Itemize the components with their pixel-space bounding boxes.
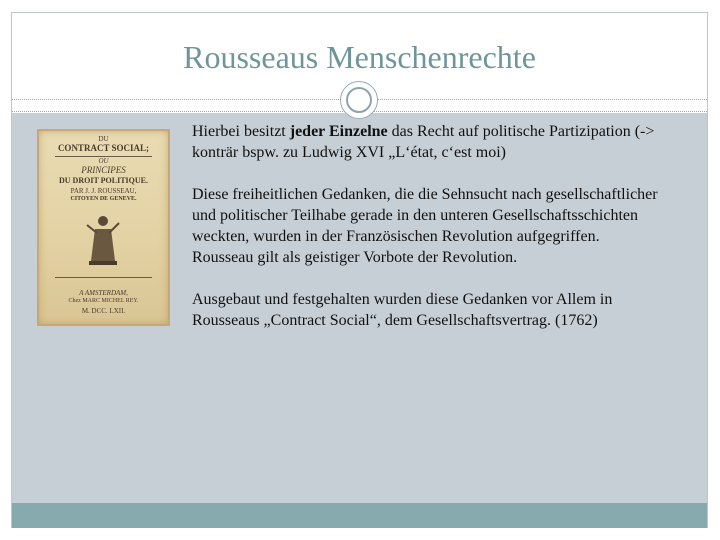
paragraph-3: Ausgebaut und festgehalten wurden diese Gedanken vor Allem in Rousseaus „Contract Social“, dem Gesellschaftsvertrag. (1762) [192, 291, 613, 329]
footer-band [12, 503, 707, 528]
book-line-7: CITOYEN DE GENEVE. [70, 196, 137, 202]
paragraph-1-prefix: Hierbei besitzt [192, 123, 290, 140]
book-line-4: PRINCIPES [81, 165, 126, 175]
book-line-9: Chez MARC MICHEL REY. [68, 298, 139, 304]
book-line-10: M. DCC. LXII. [81, 307, 126, 315]
book-rule-2 [55, 277, 152, 278]
paragraph-2b: Rousseau gilt als geistiger Vorbote der Revolution. [192, 249, 518, 266]
contract-social-title-page-image [37, 129, 170, 326]
slide-title: Rousseaus Menschenrechte [183, 39, 536, 75]
book-line-2: CONTRACT SOCIAL; [57, 143, 150, 153]
slide [11, 12, 708, 528]
paragraph-1-bold: jeder Einzelne [289, 123, 388, 140]
circle-ornament-icon [340, 81, 378, 119]
paragraph-1-suffix: das Recht auf politische Partizipation (-> konträr bspw. zu Ludwig XVI „L‘état, c‘est moi) [192, 123, 655, 161]
body-text [192, 121, 662, 352]
allegorical-figure-icon [83, 211, 123, 271]
book-line-5: DU DROIT POLITIQUE. [59, 176, 148, 185]
book-line-1: DU [98, 135, 109, 143]
book-line-6: PAR J. J. ROUSSEAU, [70, 187, 137, 195]
paragraph-2: Diese freiheitlichen Gedanken, die die Sehnsucht nach gesellschaftlicher und politischer Teilhabe gerade in den unteren Gesellschaftsschichten weckten, wurden in der Französischen Revolution aufgegriffen. [192, 186, 658, 245]
paragraph-1 [192, 121, 662, 163]
book-line-8: A AMSTERDAM, [79, 289, 128, 297]
book-line-3: OU [98, 157, 109, 165]
